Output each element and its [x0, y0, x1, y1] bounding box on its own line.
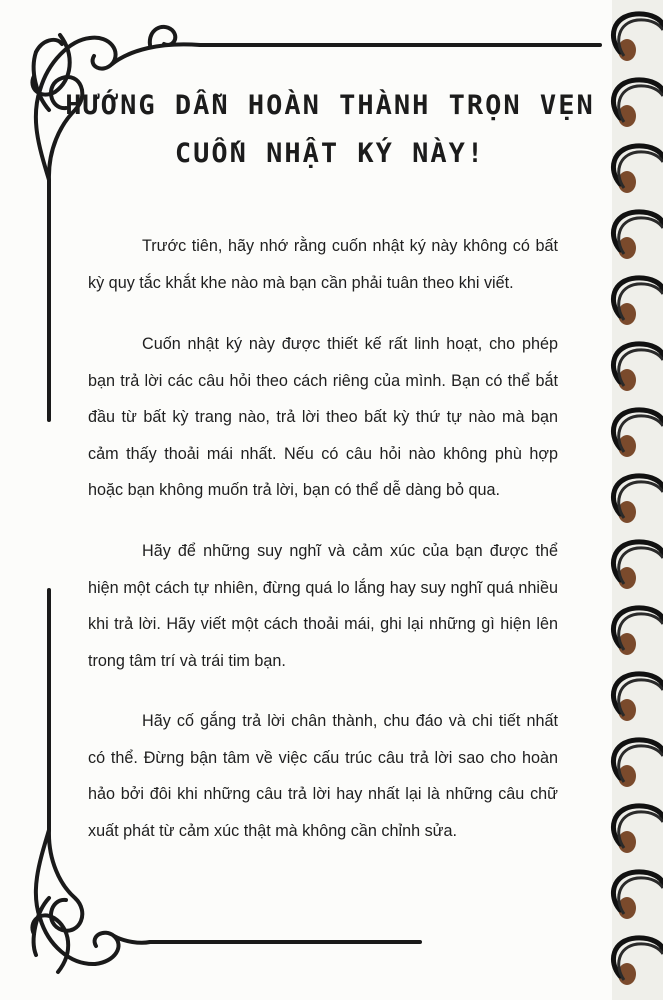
paragraph-3: Hãy để những suy nghĩ và cảm xúc của bạn được thể hiện một cách tự nhiên, đừng quá lo lắng hay suy nghĩ quá nhiều khi trả lời. Hãy viết một cách thoải mái, ghi lại những gì hiện lên trong tâm trí và trái tim bạn. [88, 542, 558, 670]
page-title-line-1: HƯỚNG DẪN HOÀN THÀNH TRỌN VẸN [65, 90, 595, 121]
paragraph-4: Hãy cố gắng trả lời chân thành, chu đáo và chi tiết nhất có thể. Đừng bận tâm về việc cấu trúc câu trả lời sao cho hoàn hảo bởi đôi khi những câu trả lời hay nhất lại là những câu chữ xuất phát từ cảm xúc thật mà không cần chỉnh sửa. [88, 712, 558, 840]
paragraph-2: Cuốn nhật ký này được thiết kế rất linh hoạt, cho phép bạn trả lời các câu hỏi theo cách riêng của mình. Bạn có thể bắt đầu từ bất kỳ trang nào, trả lời theo bất kỳ thứ tự nào mà bạn cảm thấy thoải mái nhất. Nếu có câu hỏi nào không phù hợp hoặc bạn không muốn trả lời, bạn có thể dễ dàng bỏ qua. [88, 335, 558, 499]
paragraph-1: Trước tiên, hãy nhớ rằng cuốn nhật ký này không có bất kỳ quy tắc khắt khe nào mà bạn cần phải tuân theo khi viết. [88, 237, 558, 292]
page-title-line-2: CUỐN NHẬT KÝ NÀY! [174, 138, 486, 169]
